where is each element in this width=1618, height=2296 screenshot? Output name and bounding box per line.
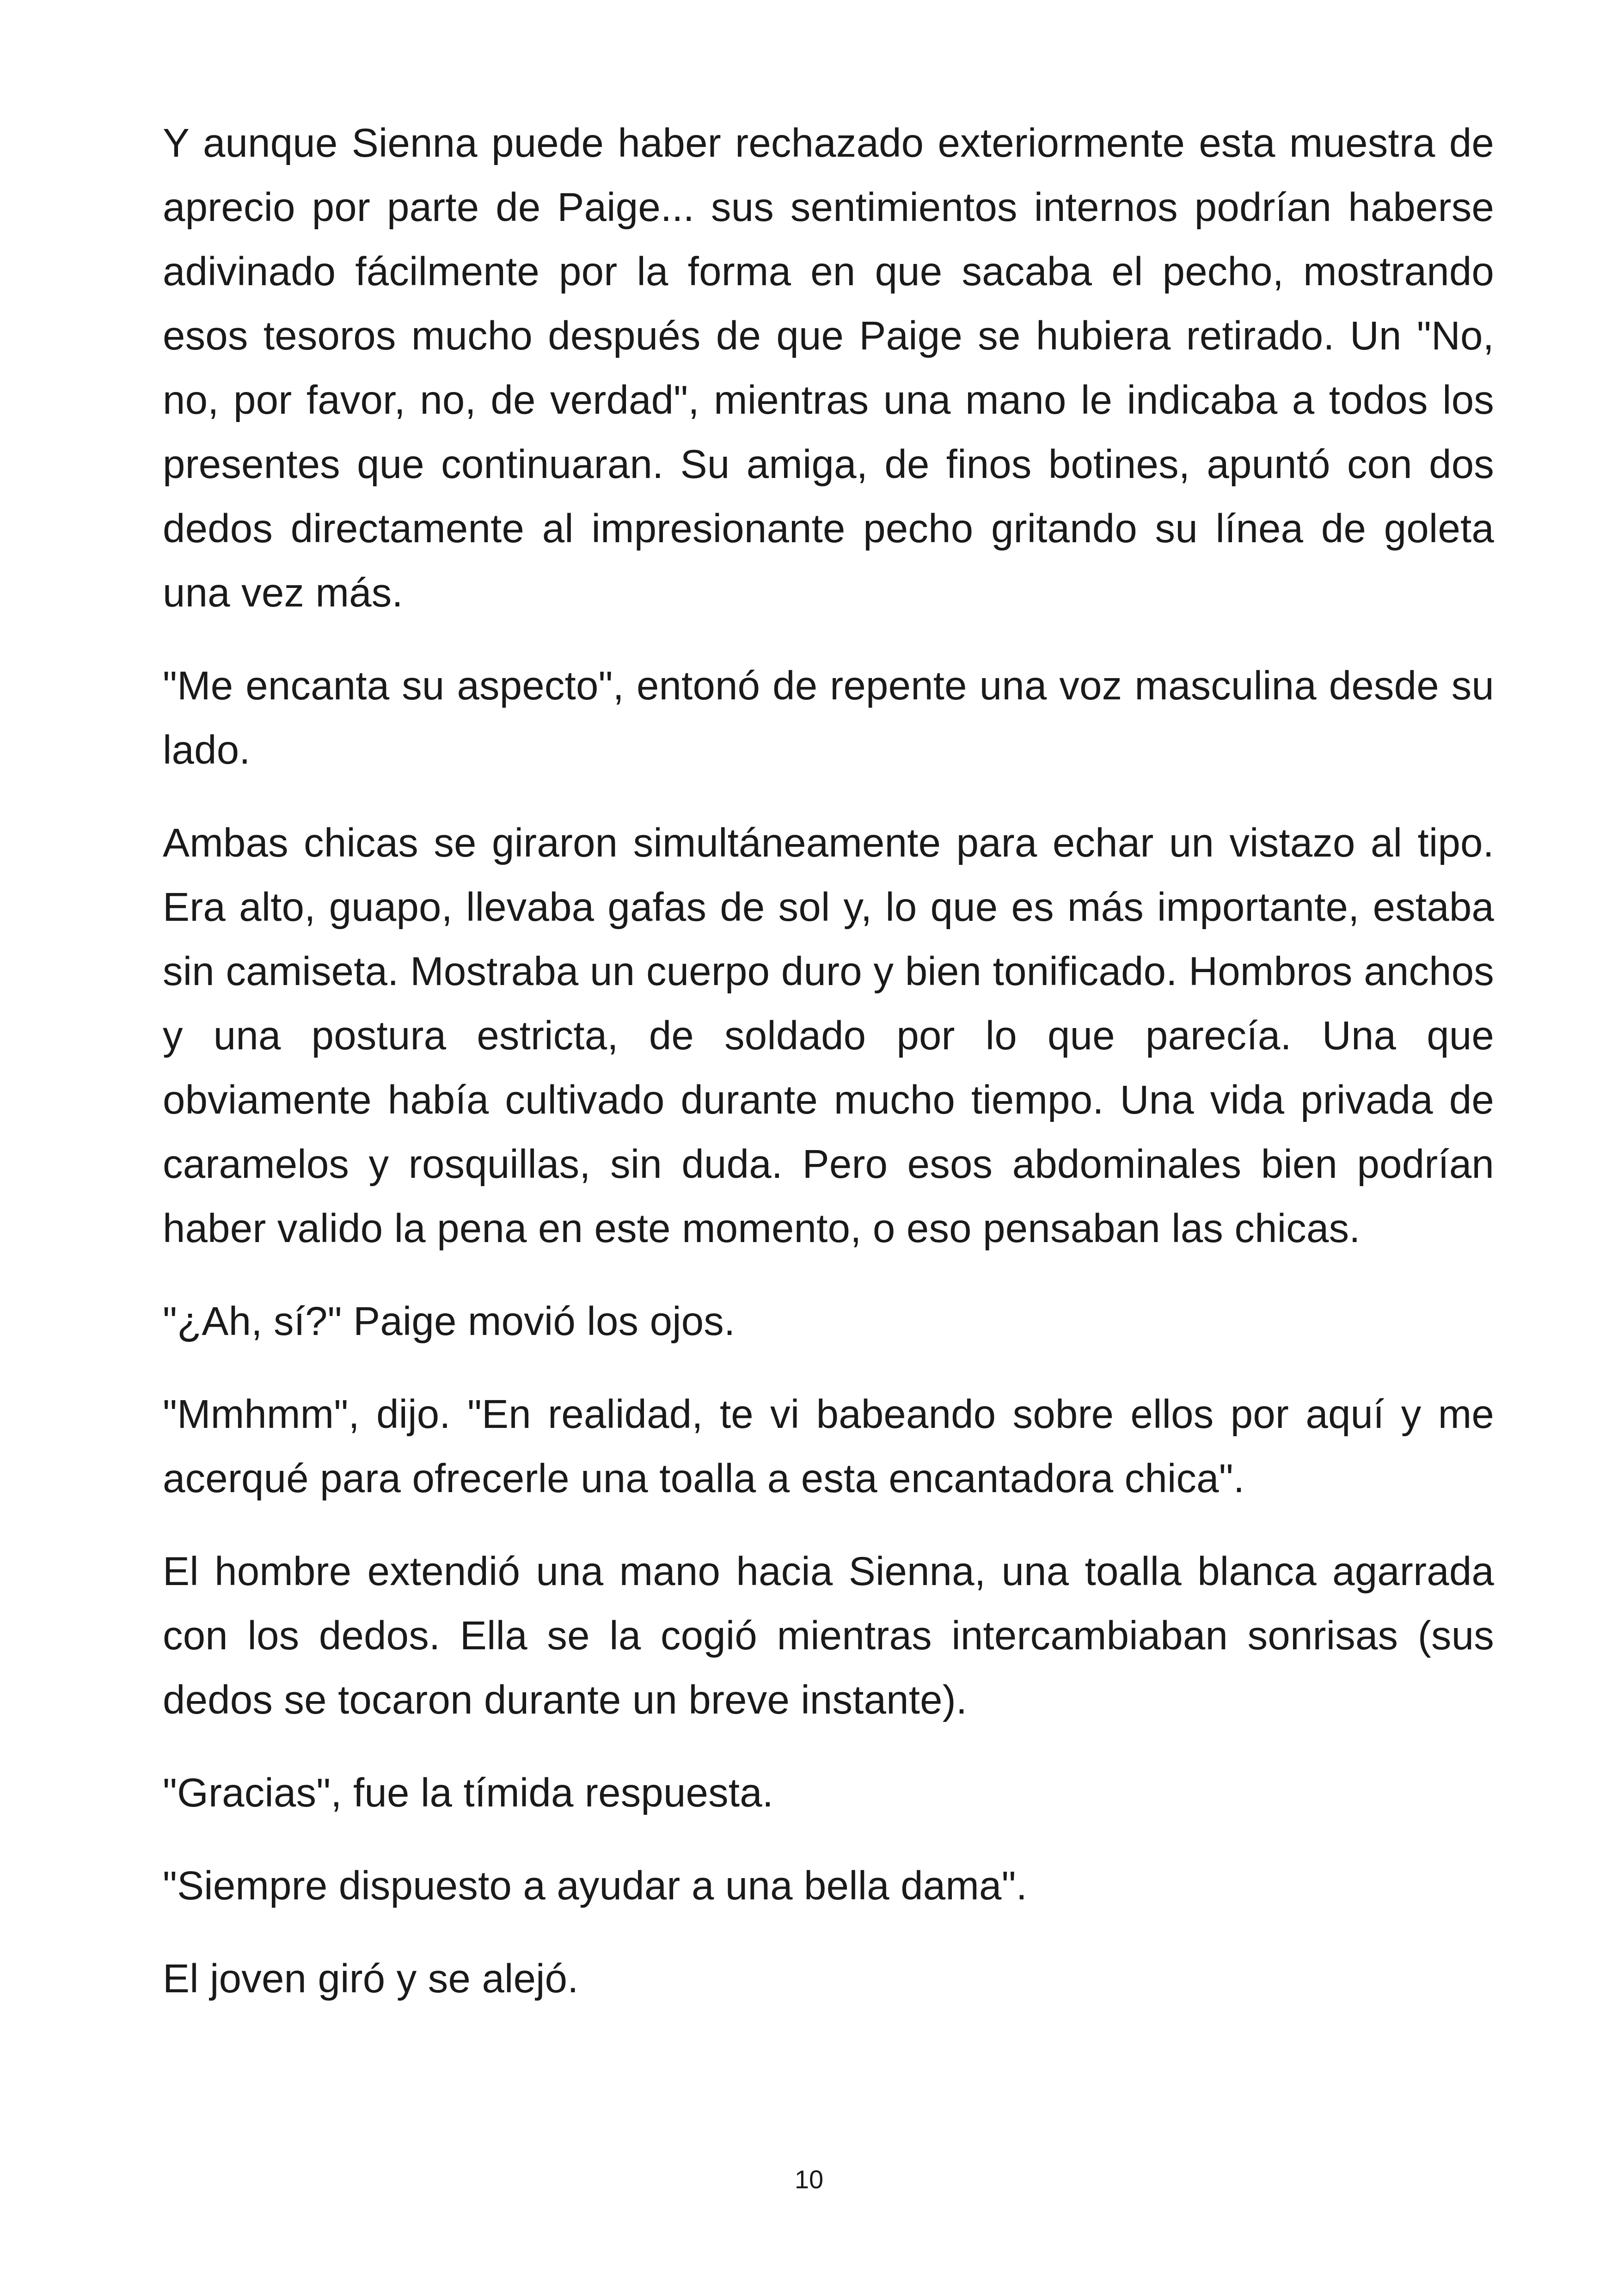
paragraph-5: "Mmhmm", dijo. "En realidad, te vi babeando sobre ellos por aquí y me acerqué para ofrecerle una toalla a esta encantadora chica".	[163, 1392, 1494, 1501]
paragraph-1: Y aunque Sienna puede haber rechazado exteriormente esta muestra de aprecio por parte de Paige... sus sentimientos internos podrían haberse adivinado fácilmente por la forma en que sacaba el pecho, mostrando esos tesoros mucho después de que Paige se hubiera retirado. Un "No, no, por favor, no, de verdad", mientras una mano le indicaba a todos los presentes que continuaran. Su amiga, de finos botines, apuntó con dos dedos directamente al impresionante pecho gritando su línea de goleta una vez más.	[163, 121, 1494, 615]
paragraph-3: Ambas chicas se giraron simultáneamente para echar un vistazo al tipo. Era alto, guapo, llevaba gafas de sol y, lo que es más importante, estaba sin camiseta. Mostraba un cuerpo duro y bien tonificado. Hombros anchos y una postura estricta, de soldado por lo que parecía. Una que obviamente había cultivado durante mucho tiempo. Una vida privada de caramelos y rosquillas, sin duda. Pero esos abdominales bien podrían haber valido la pena en este momento, o eso pensaban las chicas.	[163, 820, 1494, 1251]
paragraph-9: El joven giró y se alejó.	[163, 1956, 579, 2001]
paragraph-7: "Gracias", fue la tímida respuesta.	[163, 1770, 774, 1815]
paragraph-4: "¿Ah, sí?" Paige movió los ojos.	[163, 1299, 735, 1344]
paragraph-2: "Me encanta su aspecto", entonó de repente una voz masculina desde su lado.	[163, 663, 1494, 772]
page-number: 10	[794, 2165, 824, 2194]
paragraph-8: "Siempre dispuesto a ayudar a una bella dama".	[163, 1863, 1028, 1908]
paragraph-6: El hombre extendió una mano hacia Sienna, una toalla blanca agarrada con los dedos. Ella se la cogió mientras intercambiaban sonrisas (sus dedos se tocaron durante un breve instante).	[163, 1549, 1494, 1722]
body-text	[163, 111, 1494, 2039]
